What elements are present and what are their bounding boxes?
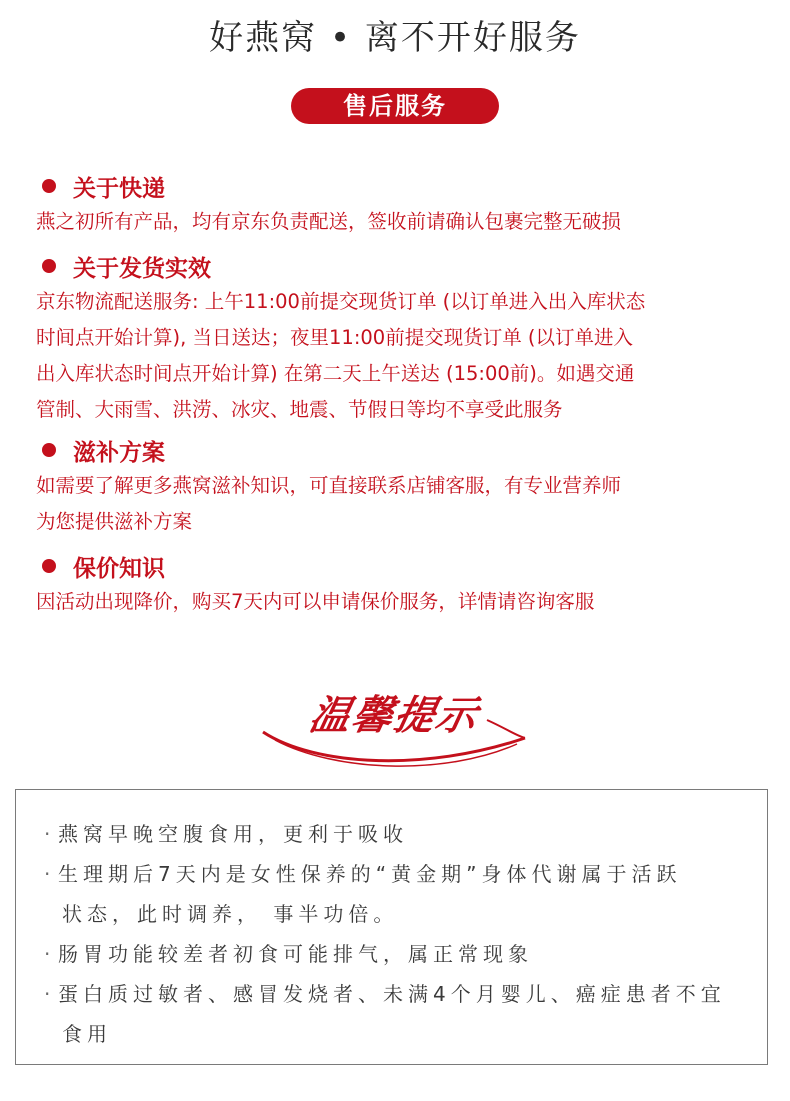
section-shipping-time-heading xyxy=(36,248,766,284)
after-sales-badge: 售后服务 xyxy=(291,88,499,124)
section-price-protection-body xyxy=(36,584,766,620)
tip-item xyxy=(44,974,726,1014)
section-nourishment-plan-body xyxy=(36,468,766,540)
tip-item-continuation xyxy=(62,894,398,934)
section-nourishment-plan-line: 如需要了解更多燕窝滋补知识，可直接联系店铺客服，有专业营养师 xyxy=(36,474,622,497)
tip-text: 状态，此时调养， 事半功倍。 xyxy=(62,902,399,926)
bullet-dot-icon xyxy=(42,559,56,573)
section-shipping-time xyxy=(36,248,766,428)
page-headline: 好燕窝 • 离不开好服务 xyxy=(209,18,581,58)
section-delivery-title: 关于快递 xyxy=(73,175,165,202)
section-nourishment-plan xyxy=(36,432,766,540)
section-nourishment-plan-line: 为您提供滋补方案 xyxy=(36,510,193,533)
section-price-protection-line: 因活动出现降价，购买7天内可以申请保价服务，详情请咨询客服 xyxy=(36,590,595,613)
section-shipping-time-line: 出入库状态时间点开始计算) 在第二天上午送达 (15:00前)。如遇交通 xyxy=(36,362,635,385)
tip-bullet: · xyxy=(44,942,51,966)
section-delivery-heading xyxy=(36,168,766,204)
tip-item xyxy=(44,814,408,854)
tip-bullet: · xyxy=(44,822,51,846)
section-nourishment-plan-title: 滋补方案 xyxy=(73,439,165,466)
bullet-dot-icon xyxy=(42,443,56,457)
section-shipping-time-title: 关于发货实效 xyxy=(73,255,211,282)
tip-text: 食用 xyxy=(62,1022,112,1046)
tip-bullet: · xyxy=(44,982,51,1006)
tip-text: 蛋白质过敏者、感冒发烧者、未满4个月婴儿、癌症患者不宜 xyxy=(58,982,726,1006)
section-shipping-time-body xyxy=(36,284,766,428)
section-delivery-line: 燕之初所有产品，均有京东负责配送，签收前请确认包裹完整无破损 xyxy=(36,210,622,233)
section-price-protection xyxy=(36,548,766,620)
tip-item-continuation xyxy=(62,1014,112,1054)
section-nourishment-plan-heading xyxy=(36,432,766,468)
section-delivery xyxy=(36,168,766,240)
tips-box xyxy=(15,789,768,1065)
tip-item xyxy=(44,854,681,894)
tip-item xyxy=(44,934,533,974)
tip-bullet: · xyxy=(44,862,51,886)
tip-text: 燕窝早晚空腹食用，更利于吸收 xyxy=(58,822,408,846)
bullet-dot-icon xyxy=(42,179,56,193)
warm-tips-logo xyxy=(255,680,535,780)
warm-tips-heading: 温馨提示 xyxy=(305,692,484,739)
tip-text: 生理期后7天内是女性保养的“黄金期”身体代谢属于活跃 xyxy=(58,862,682,886)
section-shipping-time-line: 京东物流配送服务: 上午11:00前提交现货订单 (以订单进入出入库状态 xyxy=(36,290,646,313)
bullet-dot-icon xyxy=(42,259,56,273)
section-price-protection-heading xyxy=(36,548,766,584)
section-price-protection-title: 保价知识 xyxy=(73,555,165,582)
section-shipping-time-line: 管制、大雨雪、洪涝、冰灾、地震、节假日等均不享受此服务 xyxy=(36,398,563,421)
tip-text: 肠胃功能较差者初食可能排气，属正常现象 xyxy=(58,942,533,966)
section-shipping-time-line: 时间点开始计算), 当日送达；夜里11:00前提交现货订单 (以订单进入 xyxy=(36,326,634,349)
section-delivery-body xyxy=(36,204,766,240)
